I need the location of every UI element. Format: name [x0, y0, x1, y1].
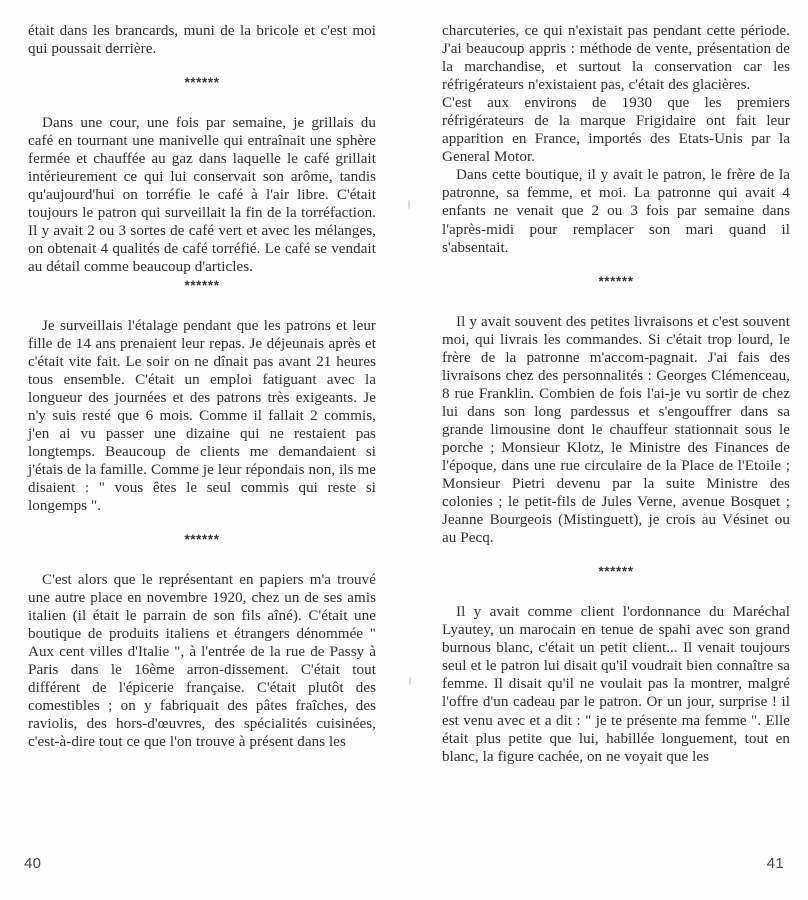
paragraph: Je surveillais l'étalage pendant que les patrons et leur fille de 14 ans prenaient leur repas. Je déjeunais après et c'était vite fait. Le soir on ne dînait pas avant 21 heures tous ensemble. C'était un emploi fatiguant avec la longueur des journées et des patrons très exigeants. Je n'y suis resté que 6 mois. Comme il fallait 2 commis, j'en ai vu passer une dizaine qui ne restaient pas longtemps. Beaucoup de clients me demandaient si j'étais de la famille. Comme je leur répondais non, ils me disaient : " vous êtes le seul commis qui reste si longemps ". [28, 317, 376, 514]
paragraph: C'est alors que le représentant en papiers m'a trouvé une autre place en novembre 1920, chez un de ses amis italien (il était le parrain de son fils aîné). C'était une boutique de produits italiens et étrangers dénommée " Aux cent villes d'Italie ", à l'entrée de la rue de Passy à Paris dans le 16ème arron-dissement. C'était tout différent de l'épicerie française. C'était plutôt des comestibles ; on y fabriquait des pâtes fraîches, des raviolis, des hors-d'œuvres, des spécialités cuisinées, c'est-à-dire tout ce que l'on trouve à présent dans les [28, 572, 376, 751]
spacer [442, 581, 790, 603]
spacer [28, 58, 376, 74]
section-separator: ****** [184, 75, 220, 91]
section-separator: ****** [184, 277, 220, 293]
spacer [28, 295, 376, 317]
paragraph: Il y avait souvent des petites livraisons et c'est souvent moi, qui livrais les commandes. Si c'était trop lourd, le frère de la patronne m'accom-pagnait. J'ai fais des livraisons chez des personnalités : Georges Clémenceau, 8 rue Franklin. Combien de fois l'ai-je vu sortir de chez lui dans son long pardessus et s'engouffrer dans sa grande limousine dont le chauffeur stationnait sous le porche ; Monsieur Klotz, le Ministre des Finances de l'époque, dans une rue circulaire de la Place de l'Etoile ; Monsieur Pietri devenu par la suite Ministre des colonies ; le petit-fils de Jules Verne, avenue Bosquet ; Jeanne Bourgeois (Mistinguett), je crois au Vésinet ou au Pecq. [442, 313, 790, 547]
spacer [28, 92, 376, 114]
scan-artifact-speck [409, 677, 411, 685]
section-separator: ****** [598, 564, 634, 580]
paragraph: Il y avait comme client l'ordonnance du Maréchal Lyautey, un marocain en tenue de spahi avec son grand burnous blanc, c'était un petit client... Il venait toujours seul et le patron lui disait qu'il voudrait bien connaître sa femme. Il disait qu'il ne voulait pas la montrer, malgré l'offre d'un cadeau par le patron. Or un jour, surprise ! il est venu avec et a dit : " je te présente ma femme ". Elle était plus petite que lui, habillée longuement, tout en blanc, la figure cachée, on ne voyait que les [442, 604, 790, 765]
page-number-left: 40 [24, 855, 42, 872]
paragraph: C'est aux environs de 1930 que les premiers réfrigérateurs de la marque Frigidaire ont fait leur apparition en France, importés des Etats-Unis par la General Motor. [442, 95, 790, 166]
text-columns [0, 22, 808, 832]
page-number-right: 41 [766, 855, 784, 872]
paragraph: Dans cette boutique, il y avait le patron, le frère de la patronne, sa femme, et moi. La patronne qui avait 4 enfants ne venait que 2 ou 3 fois par semaine dans l'après-midi pour remplacer son mari quand il s'absentait. [442, 167, 790, 256]
spacer [442, 291, 790, 313]
spacer [28, 549, 376, 571]
folio-row [0, 855, 808, 879]
scan-artifact-speck [408, 200, 410, 209]
spacer [28, 515, 376, 531]
left-page-column [28, 22, 376, 832]
spacer [442, 547, 790, 563]
spacer [442, 257, 790, 273]
paragraph: était dans les brancards, muni de la bricole et c'est moi qui poussait derrière. [28, 23, 376, 58]
section-separator: ****** [184, 532, 220, 548]
paragraph: charcuteries, ce qui n'existait pas pendant cette période. J'ai beaucoup appris : méthode de vente, présentation de la marchandise, et surtout la conservation car les réfrigérateurs n'existaient pas, c'était des glacières. [442, 23, 790, 94]
section-separator: ****** [598, 273, 634, 289]
paragraph: Dans une cour, une fois par semaine, je grillais du café en tournant une manivelle qui entraînait une sphère fermée et chauffée au gaz dans laquelle le café grillait intérieurement ce qui lui conservait son arôme, tandis qu'aujourd'hui on torréfie le café à l'air libre. C'était toujours le patron qui surveillait la fin de la torréfaction. Il y avait 2 ou 3 sortes de café vert et avec les mélanges, on obtenait 4 qualités de café torréfié. Le café se vendait au détail comme beaucoup d'articles. [28, 115, 376, 276]
right-page-column [442, 22, 790, 832]
